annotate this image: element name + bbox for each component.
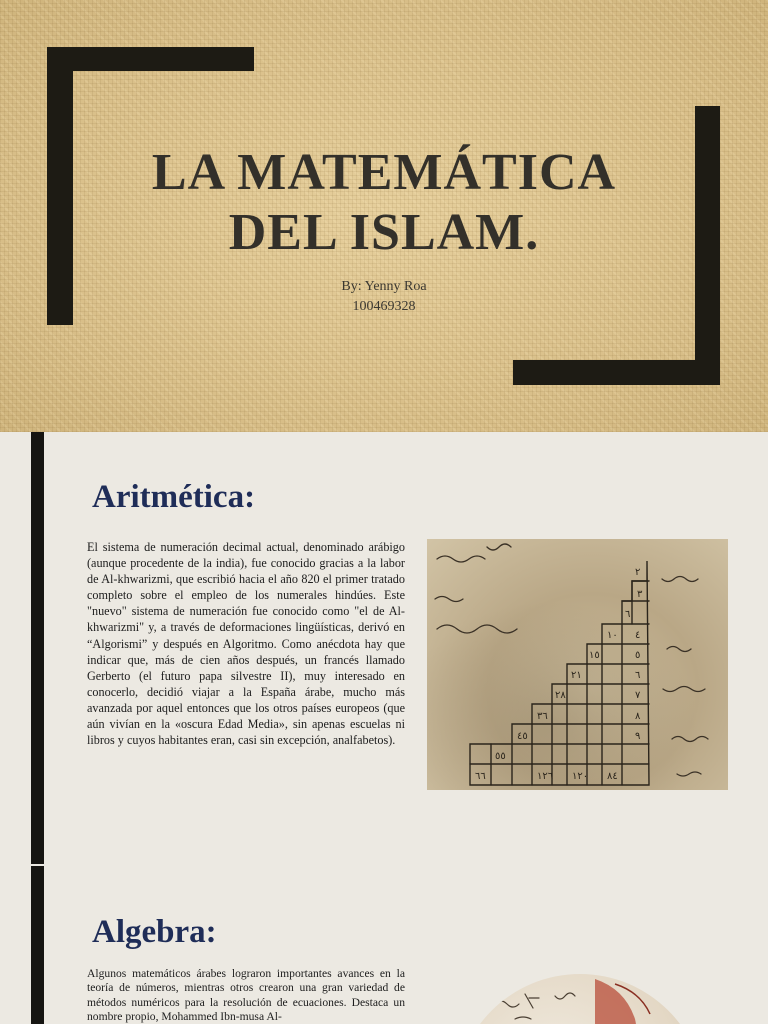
svg-text:٤: ٤ — [635, 630, 641, 641]
svg-text:٥٥: ٥٥ — [495, 751, 506, 762]
svg-text:٩: ٩ — [635, 731, 641, 742]
svg-text:٣: ٣ — [637, 589, 643, 600]
page-title-line-1: LA MATEMÁTICA — [151, 144, 617, 201]
section-body: Algunos matemáticos árabes lograron importantes avances en la teoría de números, mientras otros crearon una gran variedad de métodos numéricos para la resolución de ecuaciones. Destaca un nombre propio, Mohammed Ibn-musa Al- — [87, 967, 405, 1023]
section-body: El sistema de numeración decimal actual, denominado arábigo (aunque procedente de la india), fue conocido gracias a la labor de Al-khwarizmi, que escribió hacia el año 820 el primer tratado completo sobre el empleo de los numerales hindúes. Este "nuevo" sistema de numeración fue conocido como "el de Al-khwarizmi" y, a través de deformaciones lingüísticas, derivó en “Algorismi” y después en Algoritmo. Como anécdota hay que indicar que, más de cien años después, un francés llamado Gerberto (el futuro papa silvestre II), muy interesado en conocerlo, decidió viajar a la España árabe, mucho más avanzada por aquel entonces que los otros países europeos (que aún vivían en la «oscura Edad Media», sin apenas escuelas ni libros y cuyos habitantes eran, casi sin excepción, analfabetos). — [87, 540, 405, 748]
algebra-slide — [0, 866, 768, 1024]
corner-bracket-bottom-right-vertical — [695, 106, 720, 385]
manuscript-table-image — [427, 539, 728, 790]
svg-text:٧: ٧ — [635, 690, 641, 701]
svg-text:٢: ٢ — [635, 567, 641, 578]
accent-bar — [31, 432, 44, 864]
svg-text:٦: ٦ — [635, 670, 641, 681]
svg-text:٤٥: ٤٥ — [517, 731, 528, 742]
svg-text:١٠: ١٠ — [607, 630, 618, 641]
svg-text:١٢٦: ١٢٦ — [537, 771, 554, 782]
svg-text:٥: ٥ — [635, 650, 641, 661]
section-heading: Aritmética: — [92, 479, 256, 515]
accent-bar — [31, 866, 44, 1024]
svg-text:١٢٠: ١٢٠ — [572, 771, 589, 782]
manuscript-circle-image — [455, 974, 705, 1024]
corner-bracket-bottom-right-horizontal — [513, 360, 720, 385]
svg-text:٢٨: ٢٨ — [555, 690, 566, 701]
svg-text:٦٦: ٦٦ — [475, 771, 486, 782]
svg-text:٨٤: ٨٤ — [607, 771, 618, 782]
page-title-line-2: DEL ISLAM. — [228, 204, 540, 261]
svg-text:١٥: ١٥ — [589, 650, 600, 661]
svg-text:٨: ٨ — [635, 711, 641, 722]
author-name: By: Yenny Roa — [341, 279, 427, 294]
title-slide — [0, 0, 768, 432]
corner-bracket-top-left-vertical — [47, 47, 73, 325]
section-heading: Algebra: — [92, 914, 217, 950]
svg-text:٢١: ٢١ — [571, 670, 582, 681]
arithmetic-slide — [0, 432, 768, 864]
svg-text:٦: ٦ — [625, 609, 631, 620]
author-id: 100469328 — [352, 299, 416, 314]
svg-text:٣٦: ٣٦ — [537, 711, 548, 722]
corner-bracket-top-left-horizontal — [47, 47, 254, 71]
